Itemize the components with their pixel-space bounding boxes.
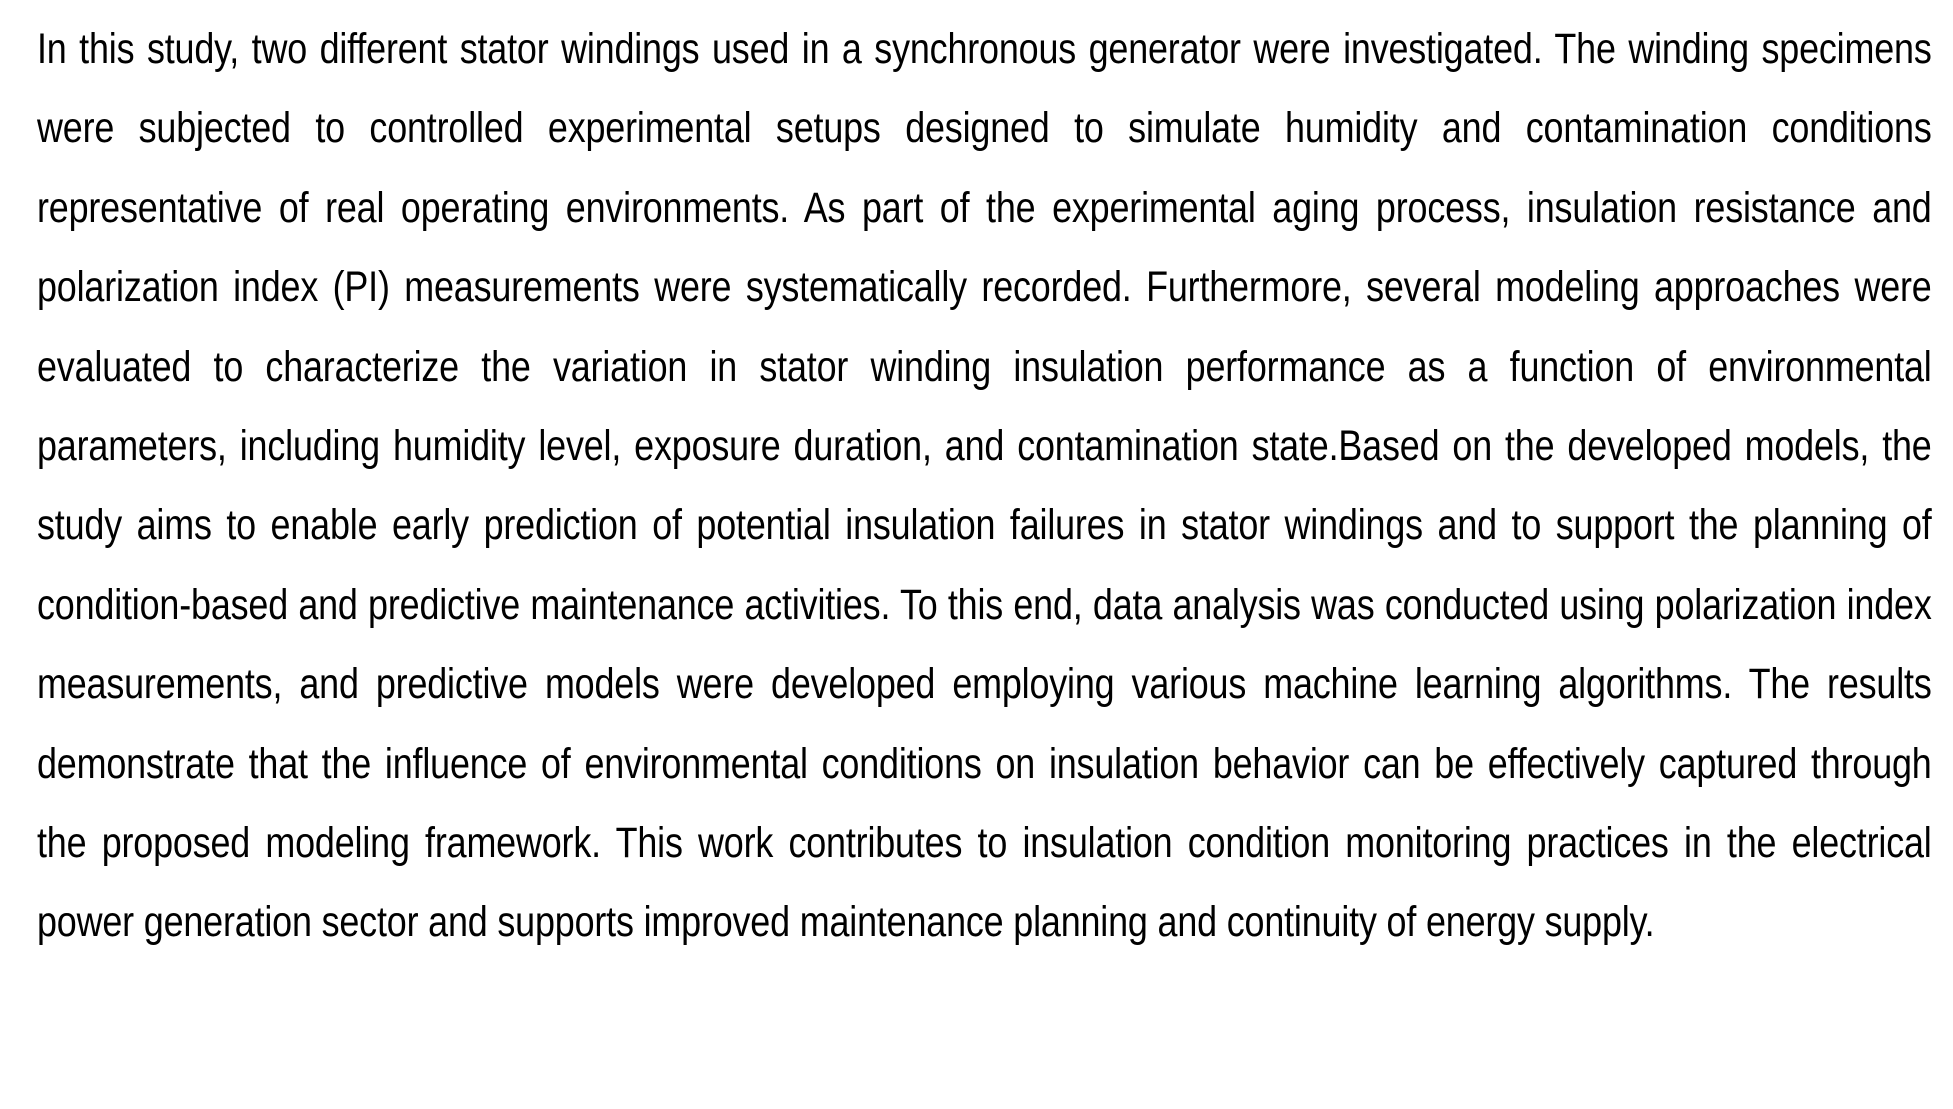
abstract-paragraph: In this study, two different stator windings used in a synchronous generator were investigated. The winding specimens were subjected to controlled experimental setups designed to simulate humidity and contamination conditions representative of real operating environments. As part of the experimental aging process, insulation resistance and polarization index (PI) measurements were systematically recorded. Furthermore, several modeling approaches were evaluated to characterize the variation in stator winding insulation performance as a function of environmental parameters, including humidity level, exposure duration, and contamination state.Based on the developed models, the study aims to enable early prediction of potential insulation failures in stator windings and to support the planning of condition-based and predictive maintenance activities. To this end, data analysis was conducted using polarization index measurements, and predictive models were developed employing various machine learning algorithms. The results demonstrate that the influence of environmental conditions on insulation behavior can be effectively captured through the proposed modeling framework. This work contributes to insulation condition monitoring practices in the electrical power generation sector and supports improved maintenance planning and continuity of energy supply. — [37, 25, 1932, 947]
